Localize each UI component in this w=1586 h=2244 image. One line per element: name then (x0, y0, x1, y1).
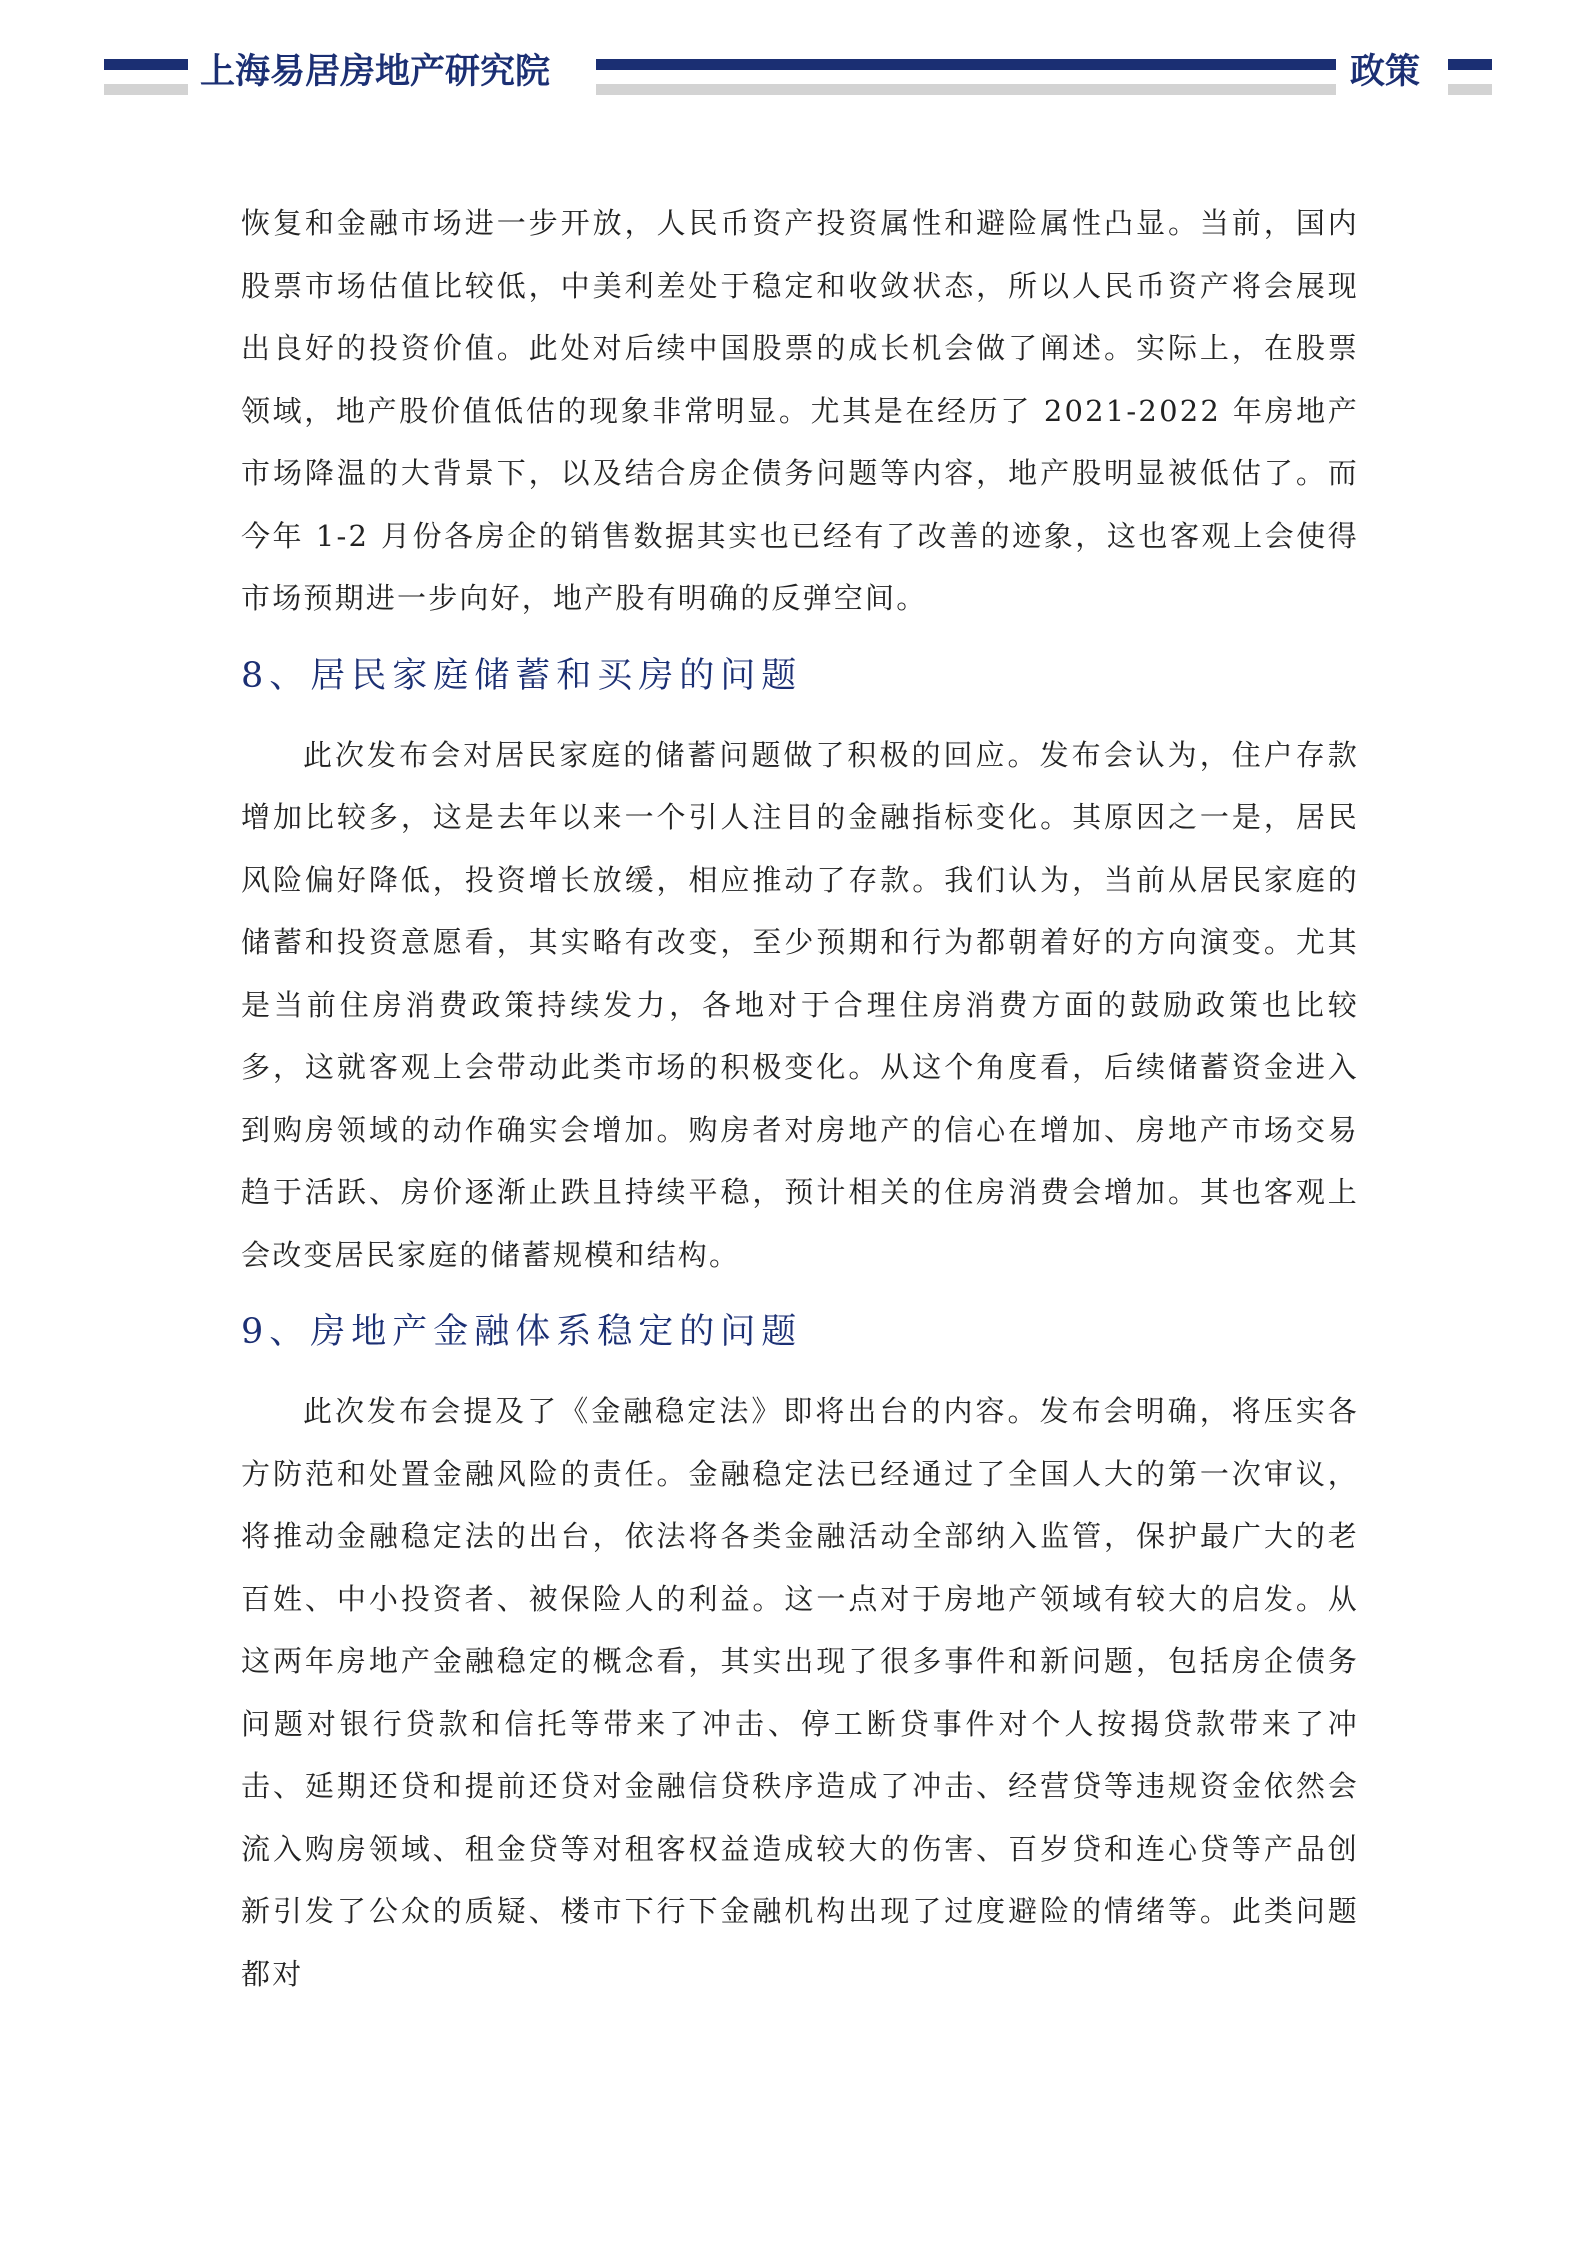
section-heading-8: 8、居民家庭储蓄和买房的问题 (241, 655, 803, 696)
section-heading-9: 9、房地产金融体系稳定的问题 (241, 1312, 803, 1352)
header-bar-left-light (104, 84, 188, 95)
paragraph-section-9: 此次发布会提及了《金融稳定法》即将出台的内容。发布会明确，将压实各方防范和处置金融风险的责任。金融稳定法已经通过了全国人大的第一次审议，将推动金融稳定法的出台，依法将各类金融活动全部纳入监管，保护最广大的老百姓、中小投资者、被保险人的利益。这一点对于房地产领域有较大的启发。从这两年房地产金融稳定的概念看，其实出现了很多事件和新问题，包括房企债务问题对银行贷款和信托等带来了冲击、停工断贷事件对个人按揭贷款带来了冲击、延期还贷和提前还贷对金融信贷秩序造成了冲击、经营贷等违规资金依然会流入购房领域、租金贷等对租客权益造成较大的伤害、百岁贷和连心贷等产品创新引发了公众的质疑、楼市下行下金融机构出现了过度避险的情绪等。此类问题都对 (241, 1394, 1359, 1991)
header-bar-mid-dark (596, 59, 1336, 70)
header-title: 上海易居房地产研究院 (200, 51, 551, 92)
paragraph-intro: 恢复和金融市场进一步开放，人民币资产投资属性和避险属性凸显。当前，国内股票市场估值比较低，中美利差处于稳定和收敛状态，所以人民币资产将会展现出良好的投资价值。此处对后续中国股票的成长机会做了阐述。实际上，在股票领域，地产股价值低估的现象非常明显。尤其是在经历了 2021-2022 年房地产市场降温的大背景下，以及结合房企债务问题等内容，地产股明显被低估了。而今年 1-2 月份各房企的销售数据其实也已经有了改善的迹象，这也客观上会使得市场预期进一步向好，地产股有明确的反弹空间。 (241, 206, 1359, 615)
header-section-label: 政策 (1350, 51, 1421, 92)
header-bar-mid-light (596, 84, 1336, 95)
document-body (241, 192, 1359, 2005)
header-bar-right-light (1448, 84, 1492, 95)
paragraph-section-8: 此次发布会对居民家庭的储蓄问题做了积极的回应。发布会认为，住户存款增加比较多，这是去年以来一个引人注目的金融指标变化。其原因之一是，居民风险偏好降低，投资增长放缓，相应推动了存款。我们认为，当前从居民家庭的储蓄和投资意愿看，其实略有改变，至少预期和行为都朝着好的方向演变。尤其是当前住房消费政策持续发力，各地对于合理住房消费方面的鼓励政策也比较多，这就客观上会带动此类市场的积极变化。从这个角度看，后续储蓄资金进入到购房领域的动作确实会增加。购房者对房地产的信心在增加、房地产市场交易趋于活跃、房价逐渐止跌且持续平稳，预计相关的住房消费会增加。其也客观上会改变居民家庭的储蓄规模和结构。 (241, 737, 1359, 1272)
header-bar-left-dark (104, 59, 188, 70)
header-bar-right-dark (1448, 59, 1492, 70)
